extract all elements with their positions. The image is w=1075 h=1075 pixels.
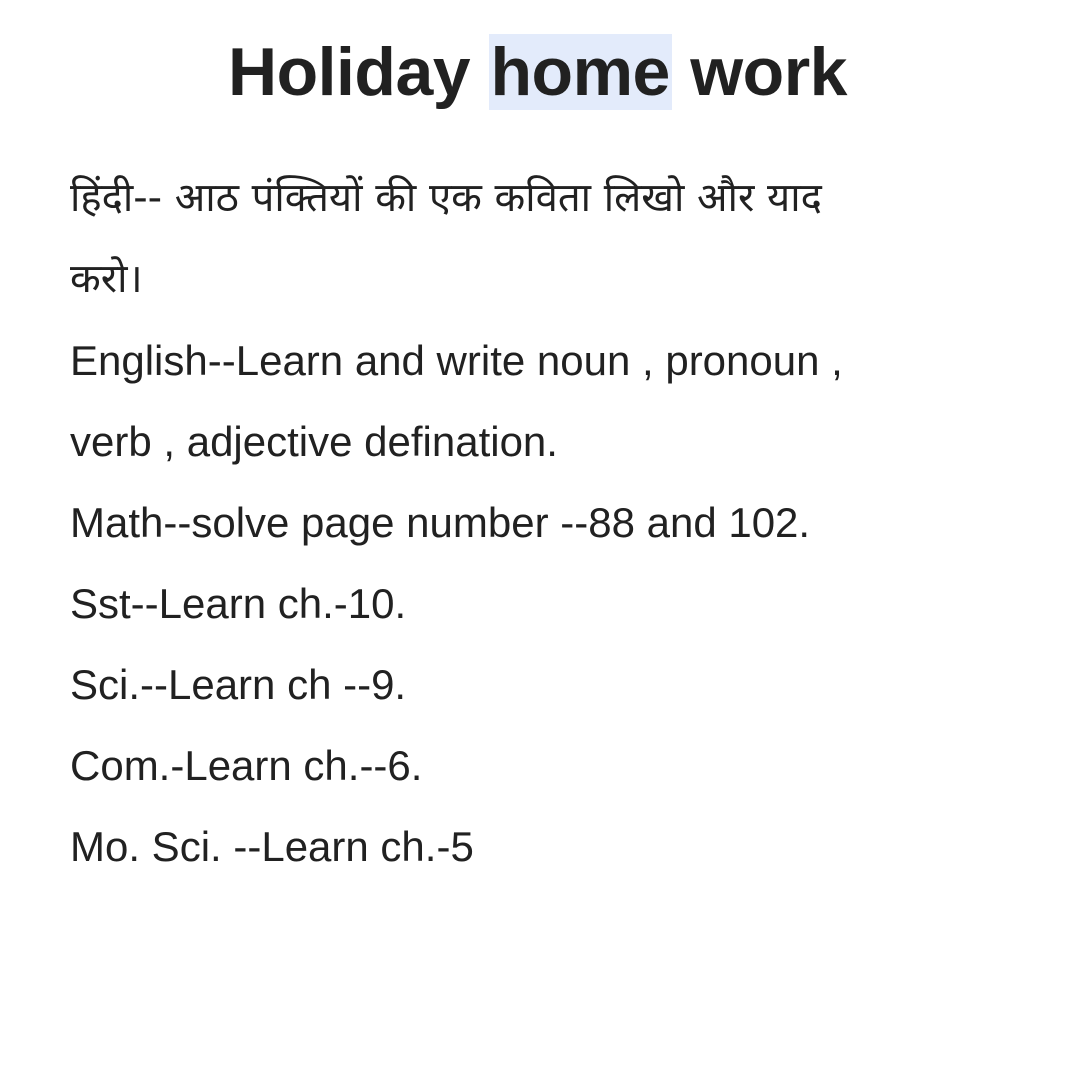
hindi-task-line-1: हिंदी-- आठ पंक्तियों की एक कविता लिखो और याद	[70, 175, 822, 221]
title-highlighted-word[interactable]: home	[490, 34, 670, 110]
science-task: Sci.--Learn ch --9.	[70, 661, 407, 708]
moral-science-task: Mo. Sci. --Learn ch.-5	[70, 823, 474, 870]
english-task-line-2: verb , adjective defination.	[70, 418, 558, 465]
page-title	[0, 30, 1075, 114]
title-word-holiday: Holiday	[228, 34, 471, 110]
sst-task: Sst--Learn ch.-10.	[70, 580, 407, 627]
title-word-work: work	[690, 34, 847, 110]
hindi-task-line-2: करो।	[70, 256, 143, 302]
computer-task: Com.-Learn ch.--6.	[70, 742, 423, 789]
english-task-line-1: English--Learn and write noun , pronoun ,	[70, 337, 843, 384]
homework-list	[70, 158, 1030, 887]
math-task: Math--solve page number --88 and 102.	[70, 499, 811, 546]
